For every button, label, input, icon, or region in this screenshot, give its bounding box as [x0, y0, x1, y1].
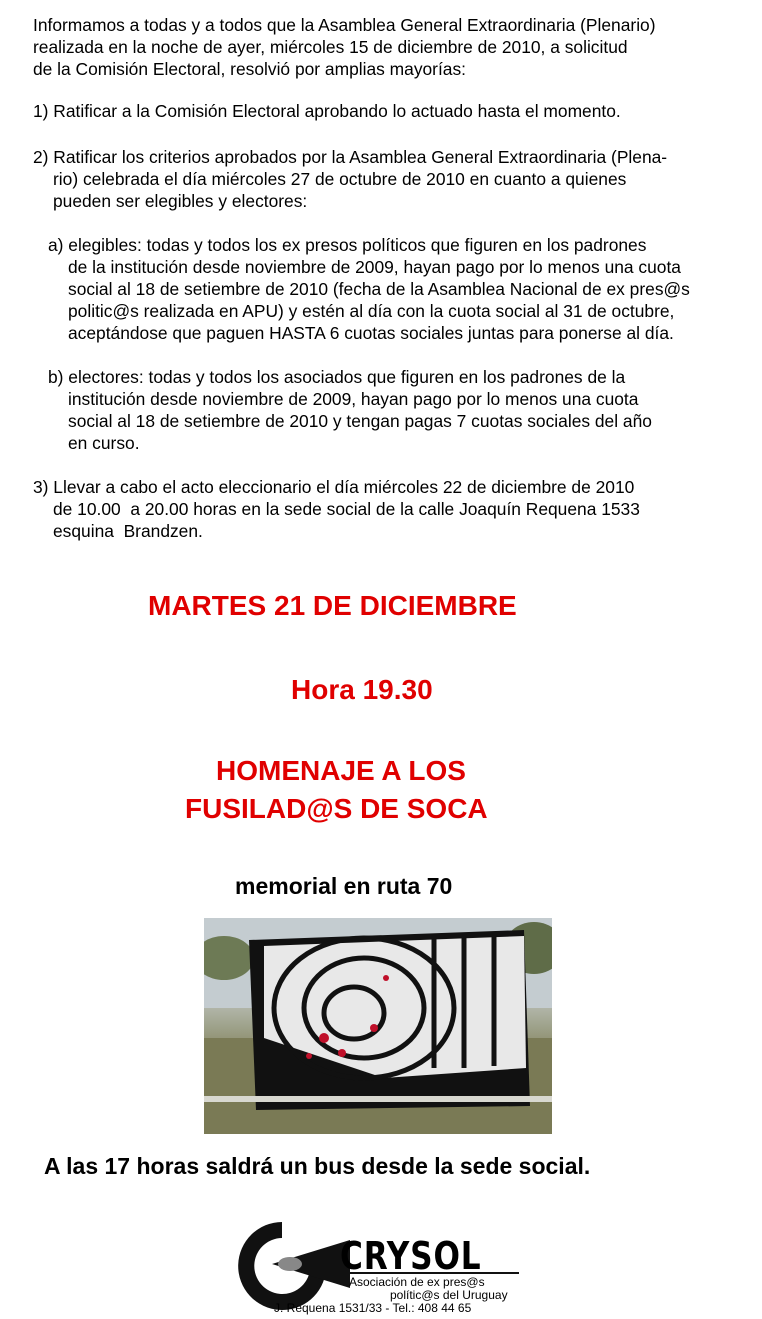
resolution-3-line: esquina Brandzen. [53, 521, 203, 541]
resolution-2a-line: social al 18 de setiembre de 2010 (fecha de la Asamblea Nacional de ex pres@s [68, 279, 690, 299]
intro-line: Informamos a todas y a todos que la Asamblea General Extraordinaria (Plenario) [33, 15, 656, 35]
resolution-2a-line: a) elegibles: todas y todos los ex presos políticos que figuren en los padrones [48, 235, 647, 255]
memorial-photo [204, 918, 552, 1134]
resolution-2-line: rio) celebrada el día miércoles 27 de octubre de 2010 en cuanto a quienes [53, 169, 627, 189]
intro-line: realizada en la noche de ayer, miércoles 15 de diciembre de 2010, a solicitud [33, 37, 628, 57]
resolution-3-line: de 10.00 a 20.00 horas en la sede social de la calle Joaquín Requena 1533 [53, 499, 640, 519]
resolution-2a-line: de la institución desde noviembre de 2009, hayan pago por lo menos una cuota [68, 257, 681, 277]
resolution-2b-line: institución desde noviembre de 2009, hayan pago por lo menos una cuota [68, 389, 639, 409]
intro-line: de la Comisión Electoral, resolvió por amplias mayorías: [33, 59, 467, 79]
resolution-3-line: 3) Llevar a cabo el acto eleccionario el día miércoles 22 de diciembre de 2010 [33, 477, 635, 497]
event-title: FUSILAD@S DE SOCA [185, 793, 488, 824]
resolution-2b-line: en curso. [68, 433, 140, 453]
org-description: polític@s del Uruguay [390, 1288, 508, 1302]
resolution-2b-line: social al 18 de setiembre de 2010 y tengan pagas 7 cuotas sociales del año [68, 411, 652, 431]
org-description: Asociación de ex pres@s [349, 1275, 485, 1289]
bus-notice: A las 17 horas saldrá un bus desde la sede social. [44, 1153, 591, 1179]
org-name: CRYSOL [340, 1234, 482, 1278]
resolution-2a-line: aceptándose que paguen HASTA 6 cuotas sociales juntas para ponerse al día. [68, 323, 674, 343]
resolution-2b-line: b) electores: todas y todos los asociados que figuren en los padrones de la [48, 367, 626, 387]
event-title: HOMENAJE A LOS [216, 755, 466, 786]
resolution-2-line: 2) Ratificar los criterios aprobados por la Asamblea General Extraordinaria (Plena- [33, 147, 668, 167]
event-date: MARTES 21 DE DICIEMBRE [148, 590, 517, 621]
org-address: J. Requena 1531/33 - Tel.: 408 44 65 [274, 1301, 472, 1315]
resolution-2-line: pueden ser elegibles y electores: [53, 191, 308, 211]
resolution-1: 1) Ratificar a la Comisión Electoral aprobando lo actuado hasta el momento. [33, 101, 621, 121]
resolution-2a-line: politic@s realizada en APU) y estén al día con la cuota social al 31 de octubre, [68, 301, 675, 321]
event-subtitle: memorial en ruta 70 [235, 873, 453, 899]
event-time: Hora 19.30 [291, 674, 433, 705]
